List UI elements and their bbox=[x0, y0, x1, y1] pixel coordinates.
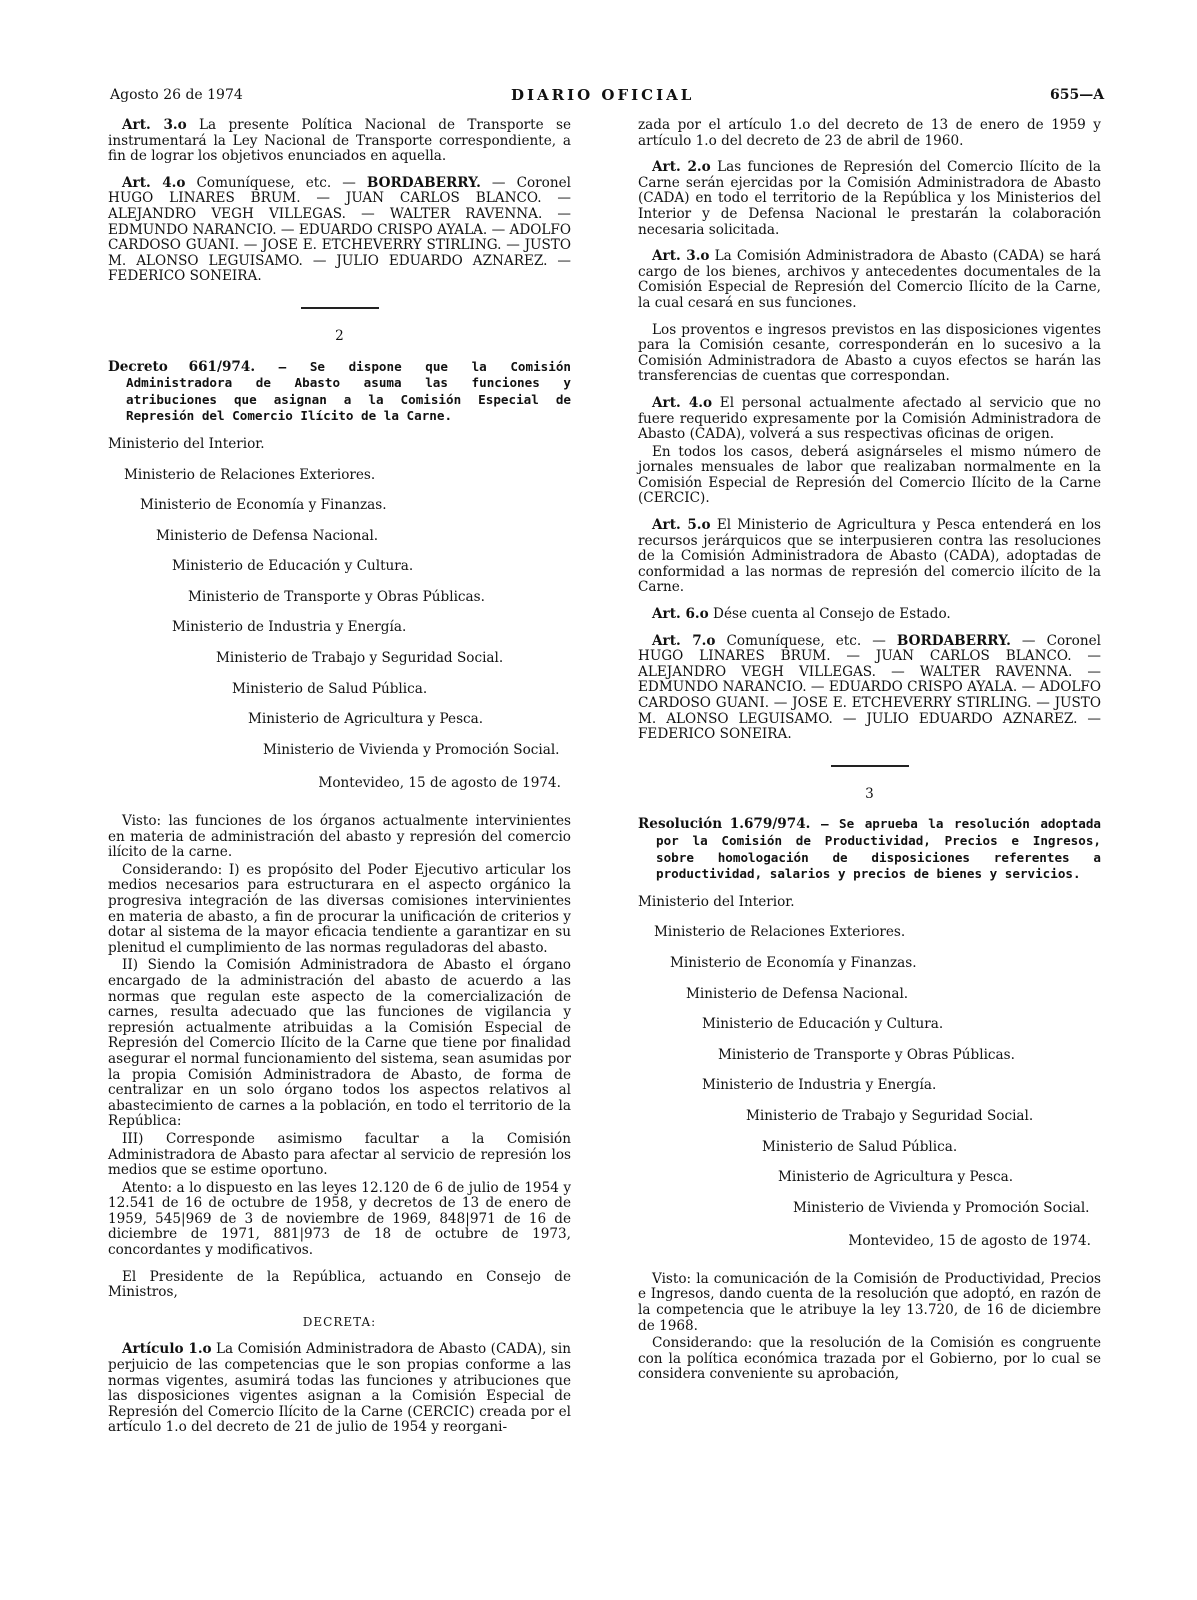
ministry-item: Ministerio de Defensa Nacional. bbox=[156, 527, 379, 544]
right-art5: Art. 5.o El Ministerio de Agricultura y Pesca entenderá en los recursos jerárquicos que se interpusieren contra las resoluciones de la Comisión Administradora de Abasto (CADA), adoptadas de conformidad a las normas de represión del comercio ilícito de la Carne. bbox=[638, 517, 1101, 596]
ministry-item: Ministerio de Relaciones Exteriores. bbox=[654, 924, 906, 941]
right-art6: Art. 6.o Dése cuenta al Consejo de Estado. bbox=[652, 606, 951, 623]
right-art7-signatures: Art. 7.o Comuníquese, etc. — BORDABERRY. — Coronel HUGO LINARES BRUM. — JUAN CARLOS BLANCO. — ALEJANDRO VEGH VILLEGAS. — WALTER RAVENNA. — EDMUNDO NARANCIO. — EDUARDO CRISPO AYALA. — ADOLFO CARDOSO GUANI. — JOSE E. ETCHEVERRY STIRLING. — JUSTO M. ALONSO LEGUISAMO. — JULIO EDUARDO AZNAREZ. — FEDERICO SONEIRA. bbox=[638, 632, 1101, 743]
header-page-number: 655—A bbox=[1050, 87, 1105, 103]
header-title: DIARIO OFICIAL bbox=[511, 86, 695, 104]
decreta-heading: DECRETA: bbox=[302, 1314, 377, 1329]
considerando-paragraph: Considerando: que la resolución de la Comisión es congruente con la política económica trazada por el Gobierno, por lo cual se considera conveniente su aprobación, bbox=[638, 1335, 1101, 1383]
right-art4: Art. 4.o El personal actualmente afectado al servicio que no fuere requerido expresamente por la Comisión Administradora de Abasto (CADA), volverá a sus respectivas oficinas de origen. bbox=[638, 394, 1101, 443]
ministry-item: Ministerio de Vivienda y Promoción Social. bbox=[793, 1199, 1090, 1216]
left-art3: Art. 3.o La presente Política Nacional de Transporte se instrumentará la Ley Nacional de Transporte correspondiente, a fin de lograr los objetivos enunciados en aquella. bbox=[108, 117, 571, 165]
ministry-item: Ministerio de Salud Pública. bbox=[232, 680, 428, 697]
ministry-item: Ministerio de Educación y Cultura. bbox=[172, 558, 414, 575]
considerando-3: III) Corresponde asimismo facultar a la Comisión Administradora de Abasto para afectar al servicio de represión los medios que se estime oportuno. bbox=[108, 1130, 571, 1179]
section-number: 2 bbox=[335, 327, 344, 344]
left-art4-signatures: Art. 4.o Comuníquese, etc. — BORDABERRY. — Coronel HUGO LINARES BRUM. — JUAN CARLOS BLANCO. — ALEJANDRO VEGH VILLEGAS. — WALTER RAVENNA. — EDMUNDO NARANCIO. — EDUARDO CRISPO AYALA. — ADOLFO CARDOSO GUANI. — JOSE E. ETCHEVERRY STIRLING. — JUSTO M. ALONSO LEGUISAMO. — JULIO EDUARDO AZNAREZ. — FEDERICO SONEIRA. bbox=[108, 174, 571, 285]
ministry-item: Ministerio de Transporte y Obras Públicas. bbox=[718, 1046, 1015, 1063]
ministries-list bbox=[638, 895, 1101, 1217]
resolution-title: Resolución 1.679/974. — Se aprueba la resolución adoptada por la Comisión de Productividad, Precios e Ingresos, sobre homologación de disposiciones referentes a productividad, salarios y precios de bienes y servicios. bbox=[638, 816, 1101, 882]
presidente-paragraph: El Presidente de la República, actuando en Consejo de Ministros, bbox=[108, 1268, 571, 1301]
right-continuation: zada por el artículo 1.o del decreto de 13 de enero de 1959 y artículo 1.o del decreto de 23 de abril de 1960. bbox=[638, 117, 1101, 149]
ministry-item: Ministerio de Economía y Finanzas. bbox=[140, 497, 387, 514]
visto-paragraph: Visto: las funciones de los órganos actualmente intervinientes en materia de administración del abasto y represión del comercio ilícito de la carne. bbox=[108, 813, 571, 861]
ministry-item: Ministerio del Interior. bbox=[638, 893, 795, 910]
right-art4-cont: En todos los casos, deberá asignárseles el mismo número de jornales mensuales de labor que realizaban normalmente en la Comisión Especial de Represión del Comercio Ilícito de la Carne (CERCIC). bbox=[638, 443, 1101, 507]
left-column bbox=[108, 118, 571, 1447]
ministry-item: Ministerio de Economía y Finanzas. bbox=[670, 954, 917, 971]
left-art1: Artículo 1.o La Comisión Administradora de Abasto (CADA), sin perjuicio de las competencias que le son propias conforme a las normas vigentes, asumirá todas las funciones y atribuciones que las disposiciones vigentes asignan a la Comisión Especial de Represión del Comercio Ilícito de la Carne (CERCIC) creada por el artículo 1.o del decreto de 21 de julio de 1954 y reorgani- bbox=[108, 1341, 571, 1436]
right-art2: Art. 2.o Las funciones de Represión del Comercio Ilícito de la Carne serán ejercidas por la Comisión Administradora de Abasto (CADA) en todo el territorio de la República y los Ministerios del Interior y de Defensa Nacional le prestarán la colaboración necesaria solicitada. bbox=[638, 159, 1101, 238]
ministry-item: Ministerio de Industria y Energía. bbox=[702, 1077, 937, 1094]
ministry-item: Ministerio de Relaciones Exteriores. bbox=[124, 466, 376, 483]
ministry-item: Ministerio de Transporte y Obras Públicas. bbox=[188, 588, 485, 605]
ministry-item: Ministerio de Salud Pública. bbox=[762, 1138, 958, 1155]
section-divider bbox=[301, 307, 379, 309]
considerando-2: II) Siendo la Comisión Administradora de Abasto el órgano encargado de la administración del abasto de acuerdo a las normas que regulan este aspecto de la comercialización de carnes, resulta adecuado que las funciones de vigilancia y represión actualmente atribuidas a la Comisión Especial de Represión del Comercio Ilícito de la Carne que tiene por finalidad asegurar el normal funcionamiento del sistema, sean asumidas por la propia Comisión Administradora de Abasto, de forma de centralizar en un solo órgano todos los aspectos relativos al abastecimiento de carnes a la población, en todo el territorio de la República: bbox=[108, 957, 571, 1130]
section-divider bbox=[831, 765, 909, 767]
ministry-item: Ministerio de Trabajo y Seguridad Social. bbox=[746, 1107, 1034, 1124]
ministry-item: Ministerio de Vivienda y Promoción Social. bbox=[263, 741, 560, 758]
ministry-item: Ministerio de Defensa Nacional. bbox=[686, 985, 909, 1002]
ministries-list bbox=[108, 437, 571, 759]
resolution-date: Montevideo, 15 de agosto de 1974. bbox=[848, 1233, 1091, 1250]
ministry-item: Ministerio del Interior. bbox=[108, 435, 265, 452]
section-number: 3 bbox=[865, 785, 874, 802]
ministry-item: Ministerio de Agricultura y Pesca. bbox=[778, 1169, 1014, 1186]
ministry-item: Ministerio de Educación y Cultura. bbox=[702, 1016, 944, 1033]
ministry-item: Ministerio de Industria y Energía. bbox=[172, 619, 407, 636]
considerando-1: Considerando: I) es propósito del Poder Ejecutivo articular los medios necesarios para estructurara en el aspecto orgánico la progresiva integración de las diversas comisiones intervinientes en materia de abasto, a fin de procurar la unificación de criterios y dotar al sistema de la mayor eficacia tendiente a garantizar en su plenitud el cumplimiento de las normas reguladoras del abasto. bbox=[108, 861, 571, 956]
decree-title: Decreto 661/974. — Se dispone que la Comisión Administradora de Abasto asuma las funciones y atribuciones que asignan a la Comisión Especial de Represión del Comercio Ilícito de la Carne. bbox=[108, 358, 571, 424]
decree-date: Montevideo, 15 de agosto de 1974. bbox=[318, 775, 561, 792]
ministry-item: Ministerio de Agricultura y Pesca. bbox=[248, 711, 484, 728]
right-column bbox=[638, 118, 1101, 1394]
ministry-item: Ministerio de Trabajo y Seguridad Social. bbox=[216, 650, 504, 667]
atento-paragraph: Atento: a lo dispuesto en las leyes 12.120 de 6 de julio de 1954 y 12.541 de 16 de octubre de 1958, y decretos de 13 de enero de 1959, 545|969 de 3 de noviembre de 1969, 848|971 de 16 de diciembre de 1971, 881|973 de 18 de octubre de 1973, concordantes y modificativos. bbox=[108, 1179, 571, 1259]
header-date: Agosto 26 de 1974 bbox=[110, 87, 243, 103]
proventos-paragraph: Los proventos e ingresos previstos en las disposiciones vigentes para la Comisión cesante, corresponderán en lo sucesivo a la Comisión Administradora de Abasto a cuyos efectos se harán las transferencias de cuentas que correspondan. bbox=[638, 321, 1101, 385]
right-art3: Art. 3.o La Comisión Administradora de Abasto (CADA) se hará cargo de los bienes, archivos y antecedentes documentales de la Comisión Especial de Represión del Comercio Ilícito de la Carne, la cual cesará en sus funciones. bbox=[638, 248, 1101, 311]
visto-paragraph: Visto: la comunicación de la Comisión de Productividad, Precios e Ingresos, dando cuenta de la resolución que adoptó, en razón de la competencia que le atribuye la ley 13.720, de 16 de diciembre de 1968. bbox=[638, 1270, 1101, 1334]
